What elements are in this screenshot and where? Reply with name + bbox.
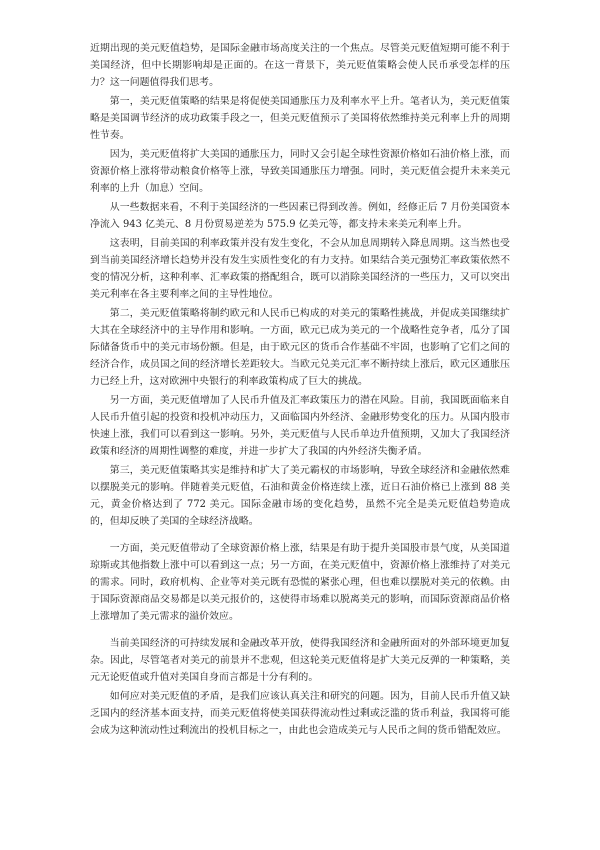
- paragraph-point-3-detail: 一方面，美元贬值带动了全球资源价格上涨，结果是有助于提升美国股市景气度，从美国道琼斯或其他指数上涨中可以看到这一点；另一方面，在美元贬值中，资源价格上涨维持了对美元的需求。同时，政府机构、企业等对美元既有恐慌的紧张心理，但也难以摆脱对美元的依赖。由于国际资源商品交易都是以美元报价的，这使得市场难以脱离美元的影响，而国际资源商品价格上涨增加了美元需求的溢价效应。: [90, 543, 510, 622]
- paragraph-point-1: 第一，美元贬值策略的结果是将促使美国通胀压力及利率水平上升。笔者认为，美元贬值策略是美国调节经济的成功政策手段之一，但美元贬值预示了美国将依然维持美元利率上升的周期性节奏。: [90, 96, 510, 141]
- paragraph-point-1-reason: 因为，美元贬值将扩大美国的通胀压力，同时又会引起全球性资源价格如石油价格上涨，而资源价格上涨将带动粮食价格等上涨，导致美国通胀压力增强。同时，美元贬值会提升未来美元利率的上升（加息）空间。: [90, 149, 510, 194]
- paragraph-outlook: 当前美国经济的可持续发展和金融改革开放，使得我国经济和金融所面对的外部环境更加复杂。因此，尽管笔者对美元的前景并不悲观，但这轮美元贬值将是扩大美元反弹的一种策略，美元无论贬值或升值对美国自身而言都是十分有利的。: [90, 638, 510, 683]
- paragraph-point-3: 第三，美元贬值策略其实是维持和扩大了美元霸权的市场影响，导致全球经济和金融依然难以摆脱美元的影响。伴随着美元贬值，石油和黄金价格连续上涨，近日石油价格已上涨到 88 美元，黄金价格达到了 772 美元。国际金融市场的变化趋势，虽然不完全是美元贬值趋势造成的，但却反映了美国的全球经济战略。: [90, 465, 510, 527]
- article-body: [90, 40, 510, 739]
- paragraph-point-2: 第二，美元贬值策略将制约欧元和人民币已构成的对美元的策略性挑战，并促成美国继续扩大其在全球经济中的主导作用和影响。一方面，欧元已成为美元的一个战略性竞争者，瓜分了国际储备货币中的美元市场份额。但是，由于欧元区的货币合作基础不牢固，也影响了它们之间的经济合作，成员国之间的经济增长差距较大。当欧元兑美元汇率不断持续上涨后，欧元区通胀压力已经上升，这对欧洲中央银行的利率政策构成了巨大的挑战。: [90, 308, 510, 387]
- paragraph-point-1-data: 从一些数据来看，不利于美国经济的一些因素已得到改善。例如，经修正后 7 月份美国资本净流入 943 亿美元、8 月份贸易逆差为 575.9 亿美元等，都支持未来美元利率上升。: [90, 202, 510, 230]
- paragraph-conclusion: 如何应对美元贬值的矛盾，是我们应该认真关注和研究的问题。因为，目前人民币升值又缺乏国内的经济基本面支持，而美元贬值将使美国获得流动性过剩或泛滥的货币利益，我国将可能会成为这种流动性过剩流出的投机目标之一，由此也会造成美元与人民币之间的货币错配效应。: [90, 691, 510, 736]
- paragraph-point-2-rmb: 另一方面，美元贬值增加了人民币升值及汇率政策压力的潜在风险。目前，我国既面临来自人民币升值引起的投资和投机冲动压力，又面临国内外经济、金融形势变化的压力。从国内股市快速上涨，我们可以看到这一影响。另外，美元贬值与人民币单边升值预期，又加大了我国经济政策和经济的周期性调整的难度，并进一步扩大了我国的内外经济失衡矛盾。: [90, 395, 510, 457]
- paragraph-intro: 近期出现的美元贬值趋势，是国际金融市场高度关注的一个焦点。尽管美元贬值短期可能不利于美国经济，但中长期影响却是正面的。在这一背景下，美元贬值策略会使人民币承受怎样的压力？这一问题值得我们思考。: [90, 43, 510, 88]
- paragraph-point-1-policy: 这表明，目前美国的利率政策并没有发生变化，不会从加息周期转入降息周期。这当然也受到当前美国经济增长趋势并没有发生实质性变化的有力支持。如果结合美元强势汇率政策依然不变的情况分析，这种利率、汇率政策的搭配组合，既可以消除美国经济的一些压力，又可以突出美元利率在各主要利率之间的主导性地位。: [90, 238, 510, 300]
